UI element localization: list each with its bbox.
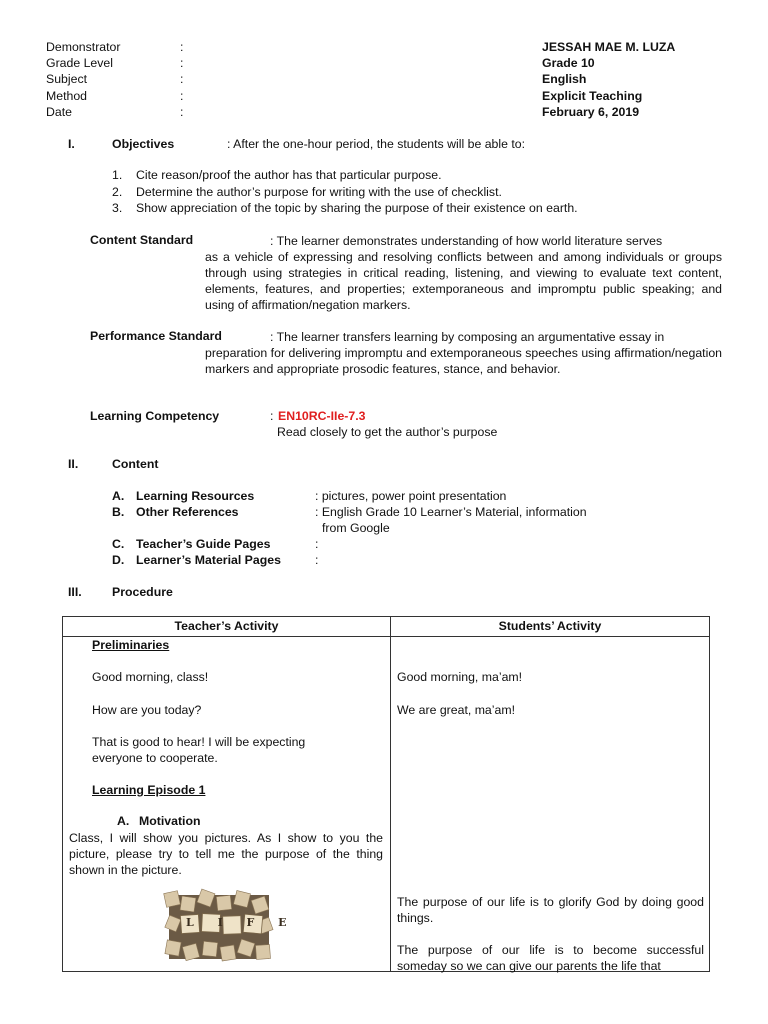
header-label-demonstrator: Demonstrator <box>46 40 121 54</box>
content-standard-body: as a vehicle of expressing and resolving conflicts between and among individuals or groups through using strategies in critical reading, listening, and viewing to evaluate text content, elements, features, and properties; extemporaneous and impromptu public speaking; and using of affirmation/negation markers. <box>205 250 722 312</box>
content-item-letter: C. <box>112 537 125 551</box>
competency-text: Read closely to get the author’s purpose <box>277 425 498 439</box>
objective-item: Cite reason/proof the author has that particular purpose. <box>136 168 442 182</box>
table-header-divider <box>63 636 709 637</box>
teacher-activity-header: Teacher’s Activity <box>174 619 279 633</box>
section1-number: I. <box>68 137 75 151</box>
section1-title: Objectives <box>112 137 175 151</box>
student-answer-1: The purpose of our life is to glorify God by doing good things. <box>397 895 704 925</box>
content-item-label: Other References <box>136 505 239 519</box>
objective-item: Determine the author’s purpose for writing with the use of checklist. <box>136 185 502 199</box>
performance-standard-body: preparation for delivering impromptu and extemporaneous speeches using affirmation/negation markers and appropriate prosodic features, stance, and behavior. <box>205 346 722 376</box>
objective-num: 2. <box>112 185 123 199</box>
motivation-letter: A. <box>117 814 130 828</box>
content-item-letter: B. <box>112 505 125 519</box>
header-colon: : <box>180 56 184 70</box>
students-activity-header: Students’ Activity <box>498 619 602 633</box>
picture-word: L I F E <box>186 916 297 929</box>
content-item-letter: D. <box>112 553 125 567</box>
procedure-table <box>62 616 710 972</box>
performance-standard-label: Performance Standard <box>90 329 222 343</box>
header-value-grade: Grade 10 <box>542 56 595 70</box>
content-item-value: : English Grade 10 Learner’s Material, information <box>315 505 587 519</box>
header-colon: : <box>180 40 184 54</box>
performance-standard-text <box>205 329 722 377</box>
content-item-label: Teacher’s Guide Pages <box>136 537 271 551</box>
student-great: We are great, ma’am! <box>397 703 516 717</box>
header-label-method: Method <box>46 89 88 103</box>
content-item-label: Learning Resources <box>136 489 255 503</box>
teacher-how-are-you: How are you today? <box>92 703 202 717</box>
teacher-good-to-hear-line2: everyone to cooperate. <box>92 751 218 765</box>
content-item-label: Learner’s Material Pages <box>136 553 281 567</box>
header-label-date: Date <box>46 105 72 119</box>
section3-title: Procedure <box>112 585 173 599</box>
motivation-heading: Motivation <box>139 814 201 828</box>
student-greeting: Good morning, ma’am! <box>397 670 523 684</box>
life-scrabble-picture <box>169 895 297 959</box>
learning-competency-colon: : <box>270 409 274 423</box>
student-answer-2: The purpose of our life is to become successful someday so we can give our parents the life that <box>397 943 704 973</box>
competency-code: EN10RC-IIe-7.3 <box>278 409 366 423</box>
content-item-value-continued: from Google <box>322 521 390 535</box>
content-standard-lead: : The learner demonstrates understanding of how world literature serves <box>270 234 663 248</box>
header-value-method: Explicit Teaching <box>542 89 643 103</box>
section2-number: II. <box>68 457 79 471</box>
header-colon: : <box>180 105 184 119</box>
teacher-greeting: Good morning, class! <box>92 670 209 684</box>
header-label-grade: Grade Level <box>46 56 113 70</box>
header-value-demonstrator: JESSAH MAE M. LUZA <box>542 40 676 54</box>
content-standard-text <box>205 233 722 313</box>
learning-competency-label: Learning Competency <box>90 409 220 423</box>
content-standard-label: Content Standard <box>90 233 194 247</box>
table-column-divider <box>390 617 391 971</box>
section3-number: III. <box>68 585 82 599</box>
header-colon: : <box>180 72 184 86</box>
header-value-subject: English <box>542 72 587 86</box>
section2-title: Content <box>112 457 159 471</box>
content-item-value: : <box>315 553 319 567</box>
learning-episode-heading: Learning Episode 1 <box>92 783 206 797</box>
header-label-subject: Subject <box>46 72 88 86</box>
teacher-good-to-hear-line1: That is good to hear! I will be expecting <box>92 735 306 749</box>
header-value-date: February 6, 2019 <box>542 105 640 119</box>
content-item-letter: A. <box>112 489 125 503</box>
preliminaries-heading: Preliminaries <box>92 638 170 652</box>
objective-num: 3. <box>112 201 123 215</box>
header-colon: : <box>180 89 184 103</box>
content-item-value: : <box>315 537 319 551</box>
objective-item: Show appreciation of the topic by sharing the purpose of their existence on earth. <box>136 201 578 215</box>
teacher-instruction: Class, I will show you pictures. As I show to you the picture, please try to tell me the purpose of the thing shown in the picture. <box>69 831 383 877</box>
performance-standard-lead: : The learner transfers learning by composing an argumentative essay in <box>270 330 665 344</box>
objective-num: 1. <box>112 168 123 182</box>
objectives-intro: : After the one-hour period, the students will be able to: <box>227 137 526 151</box>
content-item-value: : pictures, power point presentation <box>315 489 507 503</box>
